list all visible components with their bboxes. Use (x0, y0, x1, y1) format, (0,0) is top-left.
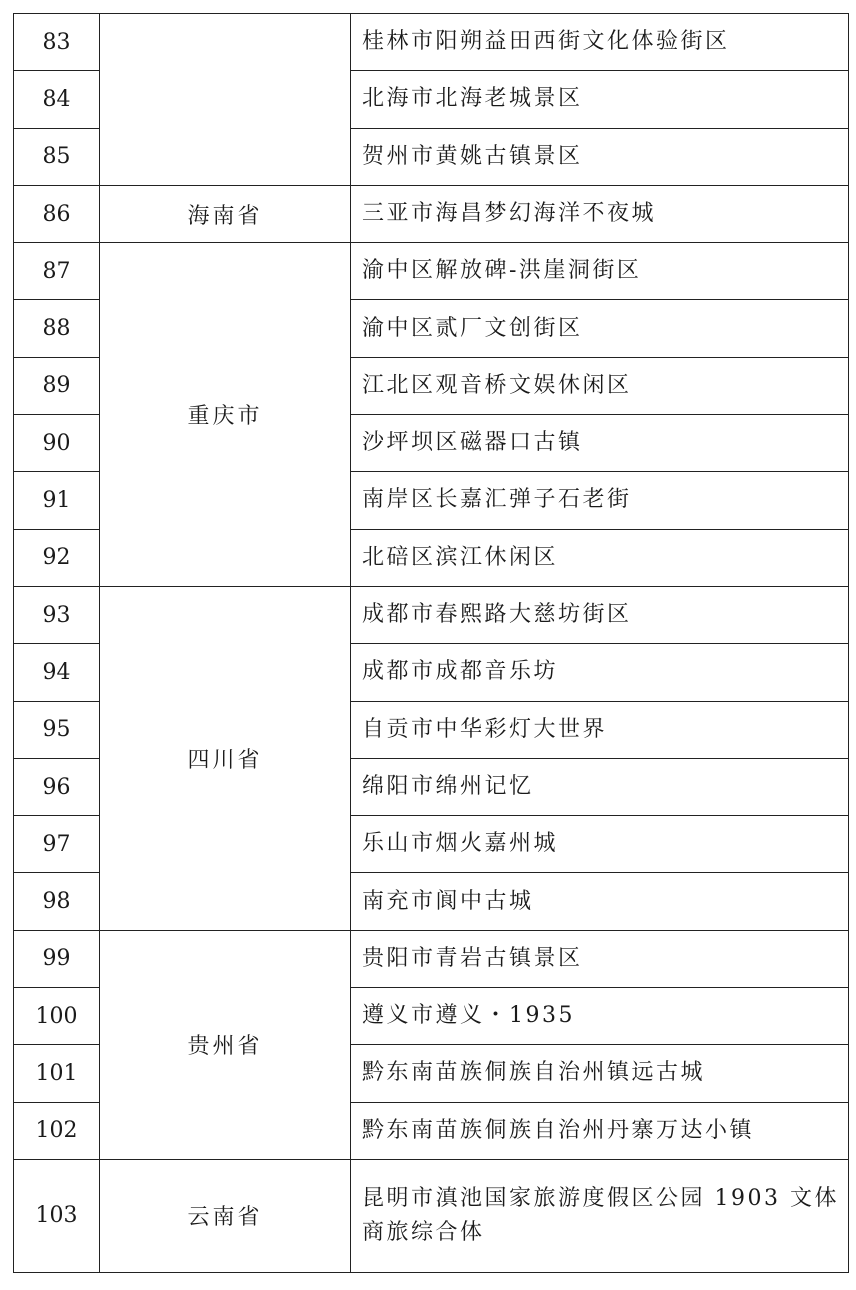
district-name: 黔东南苗族侗族自治州镇远古城 (351, 1045, 849, 1102)
province-cell: 海南省 (100, 185, 351, 242)
district-name: 北海市北海老城景区 (351, 71, 849, 128)
district-name: 贵阳市青岩古镇景区 (351, 930, 849, 987)
row-number: 90 (14, 415, 100, 472)
row-number: 103 (14, 1159, 100, 1272)
province-cell: 云南省 (100, 1159, 351, 1272)
district-name: 遵义市遵义・1935 (351, 988, 849, 1045)
row-number: 97 (14, 816, 100, 873)
row-number: 89 (14, 357, 100, 414)
row-number: 85 (14, 128, 100, 185)
province-cell: 贵州省 (100, 930, 351, 1159)
row-number: 99 (14, 930, 100, 987)
district-name: 渝中区解放碑-洪崖洞街区 (351, 243, 849, 300)
row-number: 84 (14, 71, 100, 128)
row-number: 100 (14, 988, 100, 1045)
district-name: 南岸区长嘉汇弹子石老街 (351, 472, 849, 529)
district-name: 贺州市黄姚古镇景区 (351, 128, 849, 185)
district-name: 南充市阆中古城 (351, 873, 849, 930)
district-name: 桂林市阳朔益田西街文化体验街区 (351, 14, 849, 71)
province-cell: 重庆市 (100, 243, 351, 587)
district-name: 成都市春熙路大慈坊街区 (351, 586, 849, 643)
province-cell (100, 14, 351, 186)
district-name: 乐山市烟火嘉州城 (351, 816, 849, 873)
district-name: 渝中区贰厂文创街区 (351, 300, 849, 357)
row-number: 86 (14, 185, 100, 242)
district-name: 江北区观音桥文娱休闲区 (351, 357, 849, 414)
district-name: 沙坪坝区磁器口古镇 (351, 415, 849, 472)
table-row (14, 243, 849, 300)
table-row (14, 1159, 849, 1272)
row-number: 98 (14, 873, 100, 930)
province-cell: 四川省 (100, 586, 351, 930)
district-name: 三亚市海昌梦幻海洋不夜城 (351, 185, 849, 242)
district-name: 自贡市中华彩灯大世界 (351, 701, 849, 758)
row-number: 91 (14, 472, 100, 529)
table-row (14, 930, 849, 987)
district-name: 黔东南苗族侗族自治州丹寨万达小镇 (351, 1102, 849, 1159)
row-number: 83 (14, 14, 100, 71)
row-number: 87 (14, 243, 100, 300)
row-number: 96 (14, 758, 100, 815)
row-number: 88 (14, 300, 100, 357)
district-list-table (13, 13, 849, 1273)
row-number: 95 (14, 701, 100, 758)
district-name: 绵阳市绵州记忆 (351, 758, 849, 815)
district-name: 成都市成都音乐坊 (351, 644, 849, 701)
row-number: 102 (14, 1102, 100, 1159)
row-number: 92 (14, 529, 100, 586)
row-number: 101 (14, 1045, 100, 1102)
table-row (14, 185, 849, 242)
row-number: 93 (14, 586, 100, 643)
row-number: 94 (14, 644, 100, 701)
district-name: 北碚区滨江休闲区 (351, 529, 849, 586)
table-row (14, 14, 849, 71)
district-name: 昆明市滇池国家旅游度假区公园 1903 文体商旅综合体 (351, 1159, 849, 1272)
table-row (14, 586, 849, 643)
